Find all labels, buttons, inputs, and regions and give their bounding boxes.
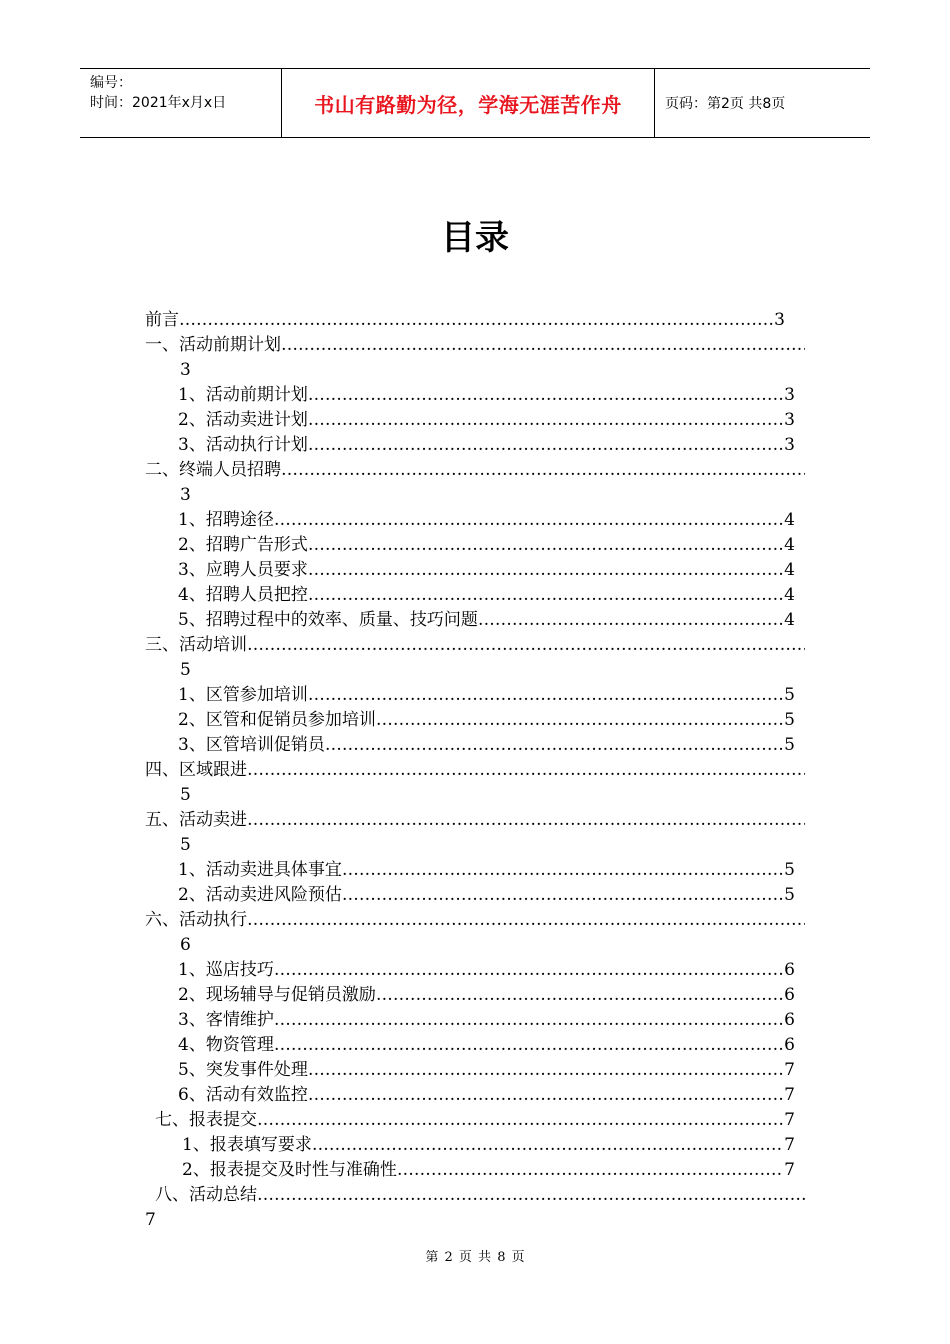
toc-leader bbox=[281, 333, 805, 358]
toc-page: 6 bbox=[784, 960, 795, 980]
toc-page: 6 bbox=[784, 985, 795, 1005]
toc-leader bbox=[274, 1033, 784, 1058]
toc-label: 区域跟进 bbox=[179, 760, 247, 780]
toc-number: 3、 bbox=[178, 435, 206, 455]
toc-label: 2、报表提交及时性与准确性 bbox=[182, 1160, 397, 1180]
toc-number: 四、 bbox=[145, 760, 179, 780]
toc-page: 7 bbox=[784, 1110, 795, 1130]
page-footer: 第 2 页 共 8 页 bbox=[425, 1250, 525, 1265]
toc-entry[interactable] bbox=[178, 508, 795, 533]
toc-leader bbox=[247, 758, 805, 783]
toc-entry[interactable] bbox=[145, 308, 785, 333]
toc-leader bbox=[342, 883, 784, 908]
toc-page: 4 bbox=[784, 610, 795, 630]
toc-label: 前言 bbox=[145, 310, 179, 330]
toc-page: 5 bbox=[784, 710, 795, 730]
toc-entry[interactable] bbox=[145, 633, 805, 658]
toc-label: 八、活动总结 bbox=[155, 1185, 257, 1205]
toc-page: 7 bbox=[784, 1135, 795, 1155]
toc-leader bbox=[274, 958, 784, 983]
toc-label: 突发事件处理 bbox=[205, 1060, 308, 1080]
toc-entry[interactable] bbox=[155, 1108, 795, 1133]
toc-number: 2、 bbox=[178, 535, 206, 555]
toc-number: 6、 bbox=[178, 1085, 206, 1105]
toc-label: 活动卖进风险预估 bbox=[205, 885, 342, 905]
toc-page: 7 bbox=[145, 1210, 156, 1230]
toc-page: 7 bbox=[784, 1060, 795, 1080]
toc-number: 5、 bbox=[178, 610, 206, 630]
toc-leader bbox=[308, 558, 784, 583]
toc-leader bbox=[308, 433, 784, 458]
toc-number: 六、 bbox=[145, 910, 179, 930]
toc-entry[interactable] bbox=[145, 458, 805, 483]
toc-page: 6 bbox=[784, 1010, 795, 1030]
toc-label: 活动卖进 bbox=[179, 810, 247, 830]
toc-label: 招聘人员把控 bbox=[205, 585, 308, 605]
toc-page: 5 bbox=[784, 685, 795, 705]
toc-page: 3 bbox=[180, 360, 191, 380]
toc-entry[interactable] bbox=[178, 958, 795, 983]
toc-page: 6 bbox=[180, 935, 191, 955]
toc-number: 3、 bbox=[178, 1010, 206, 1030]
toc-leader bbox=[308, 583, 784, 608]
toc-leader bbox=[397, 1158, 784, 1183]
toc-entry[interactable] bbox=[145, 908, 805, 933]
toc-number: 1、 bbox=[178, 860, 206, 880]
header-meta bbox=[80, 69, 282, 137]
toc-entry[interactable] bbox=[178, 1008, 795, 1033]
toc-page: 4 bbox=[784, 510, 795, 530]
toc-leader bbox=[376, 983, 784, 1008]
toc-number: 1、 bbox=[178, 510, 206, 530]
toc-page: 3 bbox=[784, 410, 795, 430]
toc-entry[interactable] bbox=[178, 533, 795, 558]
toc-leader bbox=[308, 683, 784, 708]
toc-leader bbox=[179, 308, 774, 333]
toc-number: 3、 bbox=[178, 735, 206, 755]
toc-label: 应聘人员要求 bbox=[205, 560, 308, 580]
toc-number: 2、 bbox=[178, 985, 206, 1005]
toc-label: 区管培训促销员 bbox=[205, 735, 325, 755]
toc-page: 7 bbox=[784, 1085, 795, 1105]
toc-number: 1、 bbox=[178, 960, 206, 980]
toc-leader bbox=[308, 1058, 784, 1083]
toc-label: 活动培训 bbox=[179, 635, 247, 655]
toc-entry[interactable] bbox=[178, 983, 795, 1008]
toc-label: 招聘过程中的效率、质量、技巧问题 bbox=[205, 610, 478, 630]
toc-entry[interactable] bbox=[178, 433, 795, 458]
document-title: 目录 bbox=[441, 218, 509, 258]
toc-entry[interactable] bbox=[145, 758, 805, 783]
toc-number: 4、 bbox=[178, 1035, 206, 1055]
toc-number: 五、 bbox=[145, 810, 179, 830]
toc-label: 客情维护 bbox=[205, 1010, 274, 1030]
toc-page: 3 bbox=[180, 485, 191, 505]
page-header bbox=[80, 68, 870, 138]
toc-number: 4、 bbox=[178, 585, 206, 605]
toc-leader bbox=[281, 458, 805, 483]
toc-leader bbox=[478, 608, 784, 633]
toc-entry[interactable] bbox=[145, 333, 805, 358]
toc-number: 二、 bbox=[145, 460, 179, 480]
toc-leader bbox=[274, 508, 784, 533]
toc-page: 5 bbox=[784, 735, 795, 755]
toc-leader bbox=[257, 1183, 805, 1208]
toc-label: 终端人员招聘 bbox=[179, 460, 281, 480]
toc-label: 七、报表提交 bbox=[155, 1110, 257, 1130]
toc-leader bbox=[274, 1008, 784, 1033]
toc-entry[interactable] bbox=[182, 1158, 795, 1183]
toc-entry[interactable] bbox=[178, 733, 795, 758]
toc-page: 3 bbox=[784, 385, 795, 405]
toc-page: 5 bbox=[180, 660, 191, 680]
toc-label: 1、报表填写要求 bbox=[182, 1135, 312, 1155]
toc-label: 招聘广告形式 bbox=[205, 535, 308, 555]
toc-label: 活动执行计划 bbox=[205, 435, 308, 455]
toc-page: 7 bbox=[784, 1160, 795, 1180]
toc-page: 4 bbox=[784, 560, 795, 580]
toc-page: 3 bbox=[774, 310, 785, 330]
toc-label: 活动卖进计划 bbox=[205, 410, 308, 430]
toc-entry[interactable] bbox=[178, 1058, 795, 1083]
toc-label: 招聘途径 bbox=[205, 510, 274, 530]
toc-leader bbox=[257, 1108, 784, 1133]
toc-number: 一、 bbox=[145, 335, 179, 355]
toc-page: 3 bbox=[784, 435, 795, 455]
toc-entry[interactable] bbox=[178, 883, 795, 908]
toc-entry[interactable] bbox=[178, 383, 795, 408]
toc-number: 5、 bbox=[178, 1060, 206, 1080]
toc-leader bbox=[247, 908, 805, 933]
toc-leader bbox=[247, 808, 805, 833]
toc-leader bbox=[308, 383, 784, 408]
toc-entry[interactable] bbox=[178, 683, 795, 708]
toc-leader bbox=[376, 708, 784, 733]
header-page-info: 页码：第2页 共8页 bbox=[665, 96, 786, 112]
toc-leader bbox=[308, 408, 784, 433]
toc-label: 活动执行 bbox=[179, 910, 247, 930]
toc-number: 2、 bbox=[178, 885, 206, 905]
toc-label: 活动前期计划 bbox=[205, 385, 308, 405]
toc-label: 现场辅导与促销员激励 bbox=[205, 985, 376, 1005]
toc-leader bbox=[247, 633, 805, 658]
toc-entry[interactable] bbox=[178, 583, 795, 608]
toc-entry[interactable] bbox=[182, 1133, 795, 1158]
toc-entry[interactable] bbox=[178, 408, 795, 433]
toc-page: 6 bbox=[784, 1035, 795, 1055]
toc-leader bbox=[342, 858, 784, 883]
toc-entry[interactable] bbox=[178, 708, 795, 733]
toc-entry[interactable] bbox=[178, 1083, 795, 1108]
serial-label: 编号： bbox=[90, 75, 132, 91]
toc-page: 5 bbox=[180, 835, 191, 855]
toc-entry[interactable] bbox=[178, 608, 795, 633]
toc-number: 1、 bbox=[178, 685, 206, 705]
toc-page: 4 bbox=[784, 585, 795, 605]
toc-leader bbox=[308, 1083, 784, 1108]
toc-page: 5 bbox=[180, 785, 191, 805]
toc-page: 4 bbox=[784, 535, 795, 555]
toc-leader bbox=[325, 733, 784, 758]
toc-entry[interactable] bbox=[178, 1033, 795, 1058]
toc-entry[interactable] bbox=[178, 558, 795, 583]
header-motto: 书山有路勤为径，学海无涯苦作舟 bbox=[282, 69, 655, 137]
toc-number: 2、 bbox=[178, 710, 206, 730]
toc-label: 活动有效监控 bbox=[205, 1085, 308, 1105]
toc-number: 三、 bbox=[145, 635, 179, 655]
toc-number: 3、 bbox=[178, 560, 206, 580]
toc-entry[interactable] bbox=[155, 1183, 805, 1208]
toc-leader bbox=[308, 533, 784, 558]
toc-label: 活动卖进具体事宜 bbox=[205, 860, 342, 880]
toc-label: 物资管理 bbox=[205, 1035, 274, 1055]
toc-page: 5 bbox=[784, 885, 795, 905]
toc-label: 巡店技巧 bbox=[205, 960, 274, 980]
toc-number: 1、 bbox=[178, 385, 206, 405]
toc-label: 区管和促销员参加培训 bbox=[205, 710, 376, 730]
toc-page: 5 bbox=[784, 860, 795, 880]
toc-entry[interactable] bbox=[178, 858, 795, 883]
toc-number: 2、 bbox=[178, 410, 206, 430]
toc-label: 活动前期计划 bbox=[179, 335, 281, 355]
date-label: 时间：2021年x月x日 bbox=[90, 95, 227, 111]
toc-leader bbox=[312, 1133, 784, 1158]
toc-entry[interactable] bbox=[145, 808, 805, 833]
toc-label: 区管参加培训 bbox=[205, 685, 308, 705]
